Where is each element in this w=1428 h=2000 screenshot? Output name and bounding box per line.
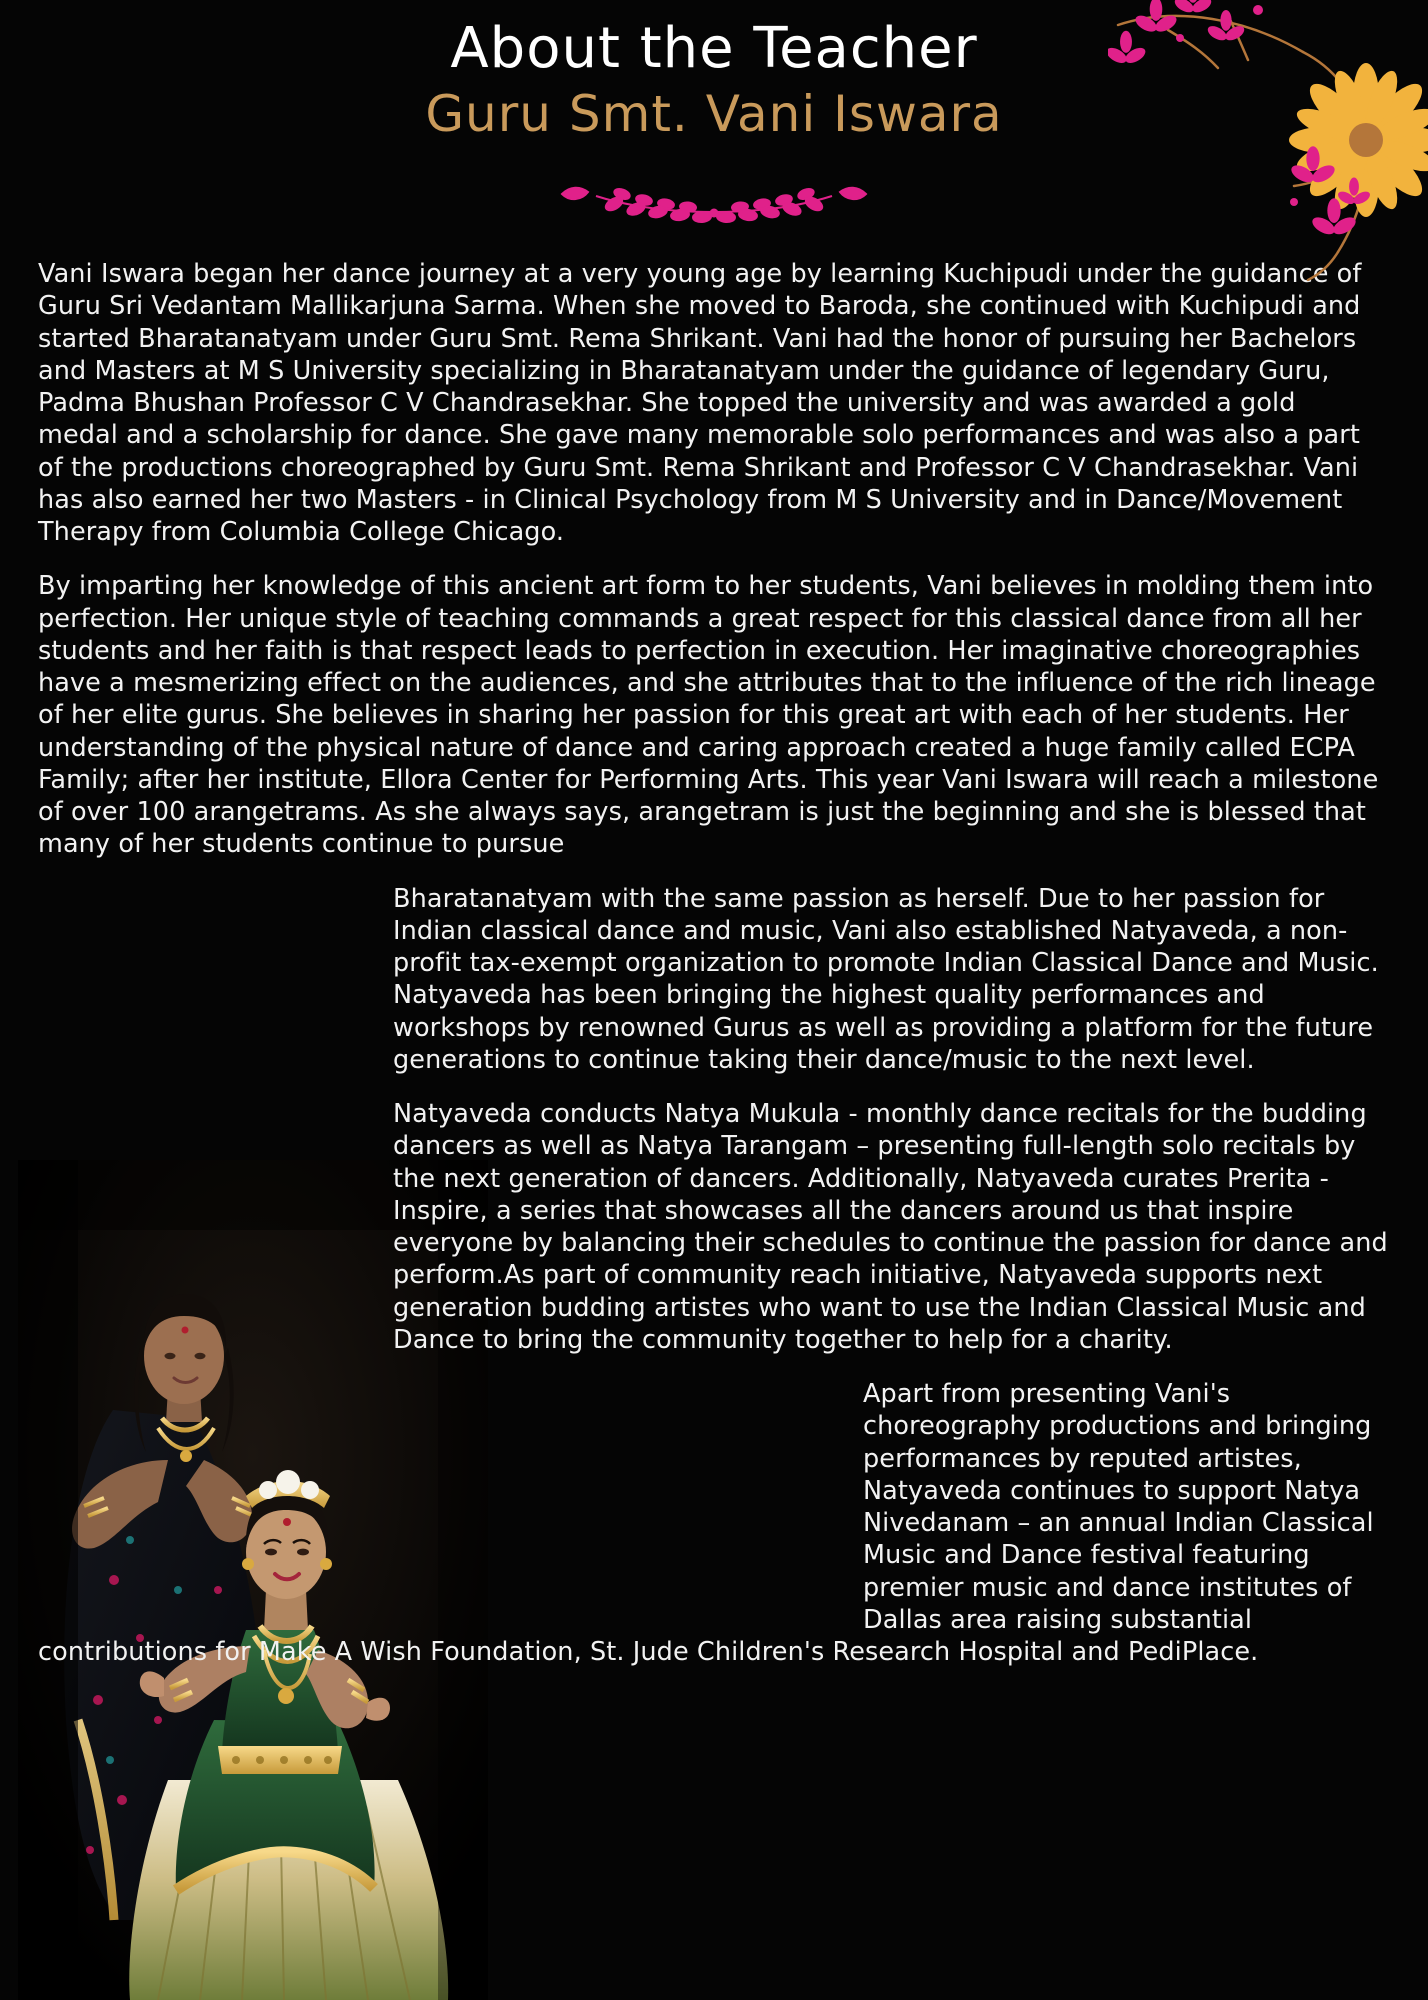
page-header: [0, 18, 1428, 144]
leaf-divider-ornament: [544, 182, 884, 226]
page-title: About the Teacher: [450, 16, 978, 81]
page-subtitle: Guru Smt. Vani Iswara: [425, 84, 1003, 143]
article-body: [38, 258, 1398, 1690]
paragraph-4: Natyaveda conducts Natya Mukula - monthly dance recitals for the budding dancers as well as Natya Tarangam – presenting full-length solo recitals by the next generation of dancers. Additionally, Natyaveda curates Prerita - Inspire, a series that showcases all the dancers around us that inspire everyone by balancing their schedules to continue the passion for dance and perform.As part of community reach initiative, Natyaveda supports next generation budding artistes who want to use the Indian Classical Music and Dance to bring the community together to help for a charity.: [393, 1099, 1388, 1355]
paragraph-2: By imparting her knowledge of this ancient art form to her students, Vani believes in molding them into perfection. Her unique style of teaching commands a great respect for this classical dance from all her students and her faith is that respect leads to perfection in execution. Her imaginative choreographies have a mesmerizing effect on the audiences, and she attributes that to the influence of the rich lineage of her elite gurus. She believes in sharing her passion for this great art with each of her students. Her understanding of the physical nature of dance and caring approach created a huge family called ECPA Family; after her institute, Ellora Center for Performing Arts. This year Vani Iswara will reach a milestone of over 100 arangetrams. As she always says, arangetram is just the beginning and she is blessed that many of her students continue to pursue: [38, 571, 1379, 860]
paragraph-1: Vani Iswara began her dance journey at a very young age by learning Kuchipudi under the guidance of Guru Sri Vedantam Mallikarjuna Sarma. When she moved to Baroda, she continued with Kuchipudi and started Bharatanatyam under Guru Smt. Rema Shrikant. Vani had the honor of pursuing her Bachelors and Masters at M S University specializing in Bharatanatyam under the guidance of legendary Guru, Padma Bhushan Professor C V Chandrasekhar. She topped the university and was awarded a gold medal and a scholarship for dance. She gave many memorable solo performances and was also a part of the productions choreographed by Guru Smt. Rema Shrikant and Professor C V Chandrasekhar. Vani has also earned her two Masters - in Clinical Psychology from M S University and in Dance/Movement Therapy from Columbia College Chicago.: [38, 259, 1362, 547]
wrapped-text-zone-2: [38, 1378, 1398, 1668]
paragraph-3: Bharatanatyam with the same passion as herself. Due to her passion for Indian classical dance and music, Vani also established Natyaveda, a non-profit tax-exempt organization to promote Indian Classical Dance and Music. Natyaveda has been bringing the highest quality performances and workshops by renowned Gurus as well as providing a platform for the future generations to continue taking their dance/music to the next level.: [393, 883, 1379, 1075]
wrapped-text-zone: [38, 883, 1398, 1357]
paragraph-5: Apart from presenting Vani's choreography productions and bringing performances by reputed artistes, Natyaveda continues to support Natya Nivedanam – an annual Indian Classical Music and Dance festival featuring premier music and dance institutes of Dallas area raising substantial contributions for Make A Wish Foundation, St. Jude Children's Research Hospital and PediPlace.: [38, 1379, 1374, 1667]
photo-text-wrap-spacer-2: [393, 1378, 863, 1628]
